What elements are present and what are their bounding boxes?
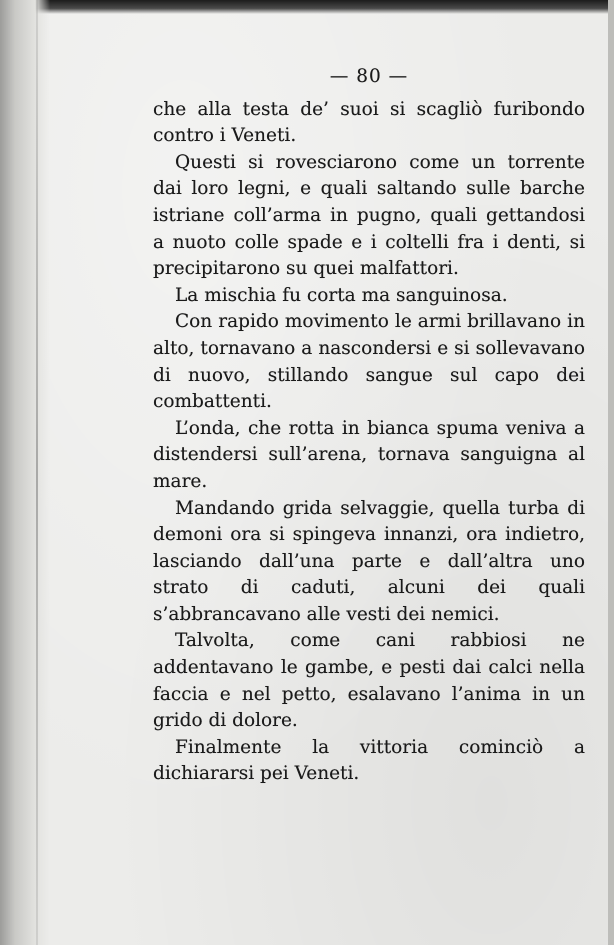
paragraph-3: La mischia fu corta ma sanguinosa. xyxy=(175,284,508,306)
page-number: — 80 — xyxy=(329,66,409,87)
paragraph-6: Mandando grida selvaggie, quella turba di demoni ora si spingeva innanzi, ora indietro, lasciando dall’una parte e dall’altra uno strato di caduti, alcuni dei quali s’abbrancavano alle vesti dei nemici. xyxy=(153,497,585,625)
paragraph-7: Talvolta, come cani rabbiosi ne addentavano le gambe, e pesti dai calci nella faccia e nel petto, esalavano l’anima in un grido di dolore. xyxy=(153,630,585,732)
page-binding-shadow xyxy=(0,0,50,945)
paragraph-4: Con rapido movimento le armi brillavano in alto, tornavano a nascondersi e si sollevavano di nuovo, stillando sangue sul capo dei combattenti. xyxy=(153,311,585,413)
paragraph-2: Questi si rovesciarono come un torrente dai loro legni, e quali saltando sulle barche istriane coll’arma in pugno, quali gettandosi a nuoto colle spade e i coltelli fra i denti, si precipitarono su quei malfattori. xyxy=(153,151,585,280)
page-fold-line xyxy=(36,0,38,945)
page-text-block xyxy=(153,64,585,788)
paragraph-5: L’onda, che rotta in bianca spuma veniva a distendersi sull’arena, tornava sanguigna al mare. xyxy=(153,417,585,492)
paragraph-1: che alla testa de’ suoi si scagliò furibondo contro i Veneti. xyxy=(153,98,585,147)
page-top-shadow xyxy=(0,0,614,14)
page-right-edge xyxy=(608,0,614,945)
paragraph-8: Finalmente la vittoria cominciò a dichiararsi pei Veneti. xyxy=(153,736,585,785)
